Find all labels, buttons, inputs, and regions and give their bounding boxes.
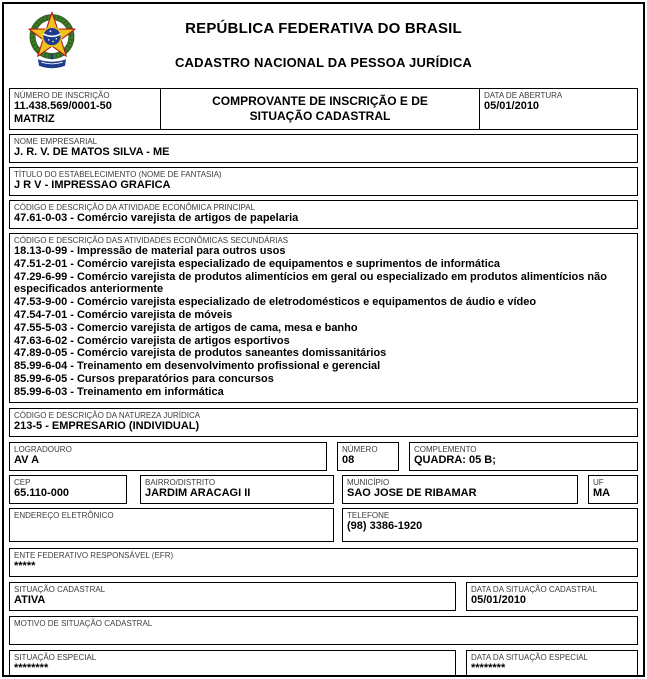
cep-value: 65.110-000 [14, 486, 70, 499]
main-activity-label: CÓDIGO E DESCRIÇÃO DA ATIVIDADE ECONÔMICA PRINCIPAL [14, 203, 256, 212]
legal-nature-label: CÓDIGO E DESCRIÇÃO DA NATUREZA JURÍDICA [14, 410, 201, 420]
status-reason-box [9, 616, 638, 645]
email-box [9, 508, 334, 542]
registration-status-label: SITUAÇÃO CADASTRAL [14, 584, 106, 594]
district-box [140, 475, 334, 504]
company-name-row [9, 134, 638, 163]
secondary-activities-row [9, 233, 638, 403]
identification-row [9, 88, 638, 130]
special-status-date-value: ******** [471, 661, 506, 674]
email-value [14, 520, 329, 533]
company-name-value: J. R. V. DE MATOS SILVA - ME [14, 146, 170, 158]
document-title-line2: SITUAÇÃO CADASTRAL [249, 108, 391, 123]
special-status-value: ******** [14, 661, 49, 674]
efr-box [9, 548, 638, 577]
state-value: MA [593, 486, 611, 499]
secondary-activity-item: 47.63-6-02 - Comércio varejista de artigos esportivos [14, 334, 290, 347]
district-value: JARDIM ARACAGI II [145, 486, 251, 499]
complement-box [409, 442, 638, 471]
cnpj-certificate-page [2, 2, 645, 677]
street-value: AV A [14, 453, 40, 466]
secondary-activity-item: 47.53-9-00 - Comércio varejista especializado de eletrodomésticos e equipamentos de áudio e vídeo [14, 296, 537, 309]
contact-row [9, 508, 638, 542]
status-reason-row [9, 616, 638, 645]
special-status-date-label: DATA DA SITUAÇÃO ESPECIAL [471, 652, 589, 662]
main-activity-row [9, 200, 638, 229]
secondary-activity-item: 85.99-6-05 - Cursos preparatórios para concursos [14, 372, 274, 385]
efr-value: ***** [14, 559, 36, 572]
status-reason-label: MOTIVO DE SITUAÇÃO CADASTRAL [14, 618, 153, 628]
efr-row [9, 548, 638, 577]
inscription-number-value: 11.438.569/0001-50 [14, 100, 112, 112]
street-number-label: NÚMERO [342, 444, 378, 454]
complement-value: QUADRA: 05 B; [414, 453, 496, 466]
street-number-box [337, 442, 399, 471]
main-activity-value: 47.61-0-03 - Comércio varejista de artigos de papelaria [14, 212, 299, 224]
registration-status-box [9, 582, 456, 611]
status-reason-value [14, 628, 633, 641]
special-status-label: SITUAÇÃO ESPECIAL [14, 652, 97, 662]
trade-name-value: J R V - IMPRESSAO GRAFICA [14, 179, 171, 191]
trade-name-row [9, 167, 638, 196]
registration-status-date-box [466, 582, 638, 611]
document-header [9, 8, 638, 84]
unit-type-value: MATRIZ [14, 113, 55, 125]
street-label: LOGRADOURO [14, 444, 72, 454]
district-label: BAIRRO/DISTRITO [145, 477, 216, 487]
legal-nature-box [9, 408, 638, 437]
opening-date-box [479, 88, 638, 130]
republic-title: REPÚBLICA FEDERATIVA DO BRASIL [185, 20, 462, 37]
special-status-date-box [466, 650, 638, 677]
registration-status-row [9, 582, 638, 611]
street-number-value: 08 [342, 453, 355, 466]
document-title-box [160, 88, 480, 130]
city-box [342, 475, 578, 504]
street-box [9, 442, 327, 471]
state-box [588, 475, 638, 504]
efr-label: ENTE FEDERATIVO RESPONSÁVEL (EFR) [14, 550, 174, 560]
state-label: UF [593, 477, 604, 487]
secondary-activities-label: CÓDIGO E DESCRIÇÃO DAS ATIVIDADES ECONÔMICAS SECUNDÁRIAS [14, 236, 289, 245]
registry-title: CADASTRO NACIONAL DA PESSOA JURÍDICA [174, 55, 473, 70]
trade-name-label: TÍTULO DO ESTABELECIMENTO (NOME DE FANTASIA) [14, 170, 222, 179]
street-row [9, 442, 638, 471]
secondary-activities-box [9, 233, 638, 403]
complement-label: COMPLEMENTO [414, 444, 477, 454]
inscription-number-label: NÚMERO DE INSCRIÇÃO [14, 91, 110, 100]
cep-box [9, 475, 127, 504]
opening-date-label: DATA DE ABERTURA [484, 91, 563, 100]
legal-nature-row [9, 408, 638, 437]
special-status-box [9, 650, 456, 677]
secondary-activity-item: 47.29-6-99 - Comércio varejista de produtos alimentícios em geral ou especializado em produtos alimentícios não especificados anteriormente [14, 270, 607, 296]
inscription-number-box [9, 88, 161, 130]
document-title-line1: COMPROVANTE DE INSCRIÇÃO E DE [212, 93, 428, 108]
legal-nature-value: 213-5 - EMPRESARIO (INDIVIDUAL) [14, 419, 200, 432]
secondary-activity-item: 47.54-7-01 - Comércio varejista de móveis [14, 308, 233, 321]
email-label: ENDEREÇO ELETRÔNICO [14, 510, 114, 520]
cep-label: CEP [14, 477, 31, 487]
secondary-activity-item: 47.55-5-03 - Comercio varejista de artigos de cama, mesa e banho [14, 321, 358, 334]
special-status-row [9, 650, 638, 677]
main-activity-box [9, 200, 638, 229]
opening-date-value: 05/01/2010 [484, 100, 540, 112]
phone-box [342, 508, 638, 542]
secondary-activity-item: 85.99-6-04 - Treinamento em desenvolvimento profissional e gerencial [14, 360, 381, 373]
phone-label: TELEFONE [347, 510, 390, 520]
city-label: MUNICÍPIO [347, 477, 390, 487]
registration-status-value: ATIVA [14, 593, 46, 606]
company-name-label: NOME EMPRESARIAL [14, 137, 98, 146]
company-name-box [9, 134, 638, 163]
trade-name-box [9, 167, 638, 196]
city-value: SAO JOSE DE RIBAMAR [347, 486, 477, 499]
phone-value: (98) 3386-1920 [347, 519, 423, 532]
city-row [9, 475, 638, 504]
secondary-activity-item: 18.13-0-99 - Impressão de material para outros usos [14, 245, 286, 257]
registration-status-date-value: 05/01/2010 [471, 593, 527, 606]
secondary-activity-item: 47.51-2-01 - Comércio varejista especializado de equipamentos e suprimentos de informática [14, 257, 501, 270]
secondary-activity-item: 47.89-0-05 - Comércio varejista de produtos saneantes domissanitários [14, 347, 387, 360]
secondary-activity-item: 85.99-6-03 - Treinamento em informática [14, 385, 224, 398]
registration-status-date-label: DATA DA SITUAÇÃO CADASTRAL [471, 584, 597, 594]
